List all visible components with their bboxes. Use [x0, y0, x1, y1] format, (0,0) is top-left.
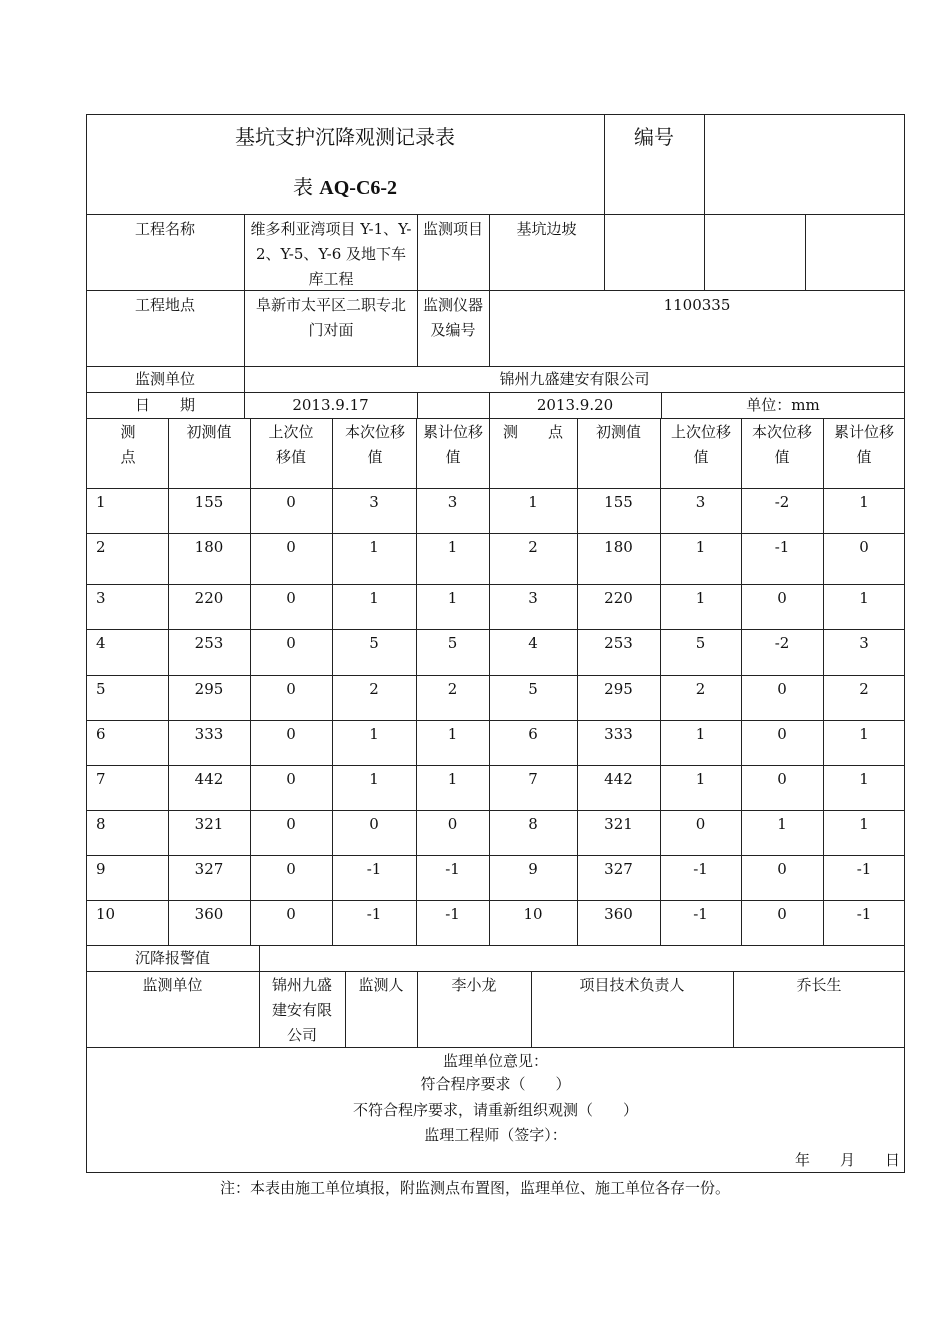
rule — [805, 214, 806, 290]
tech-lead-label: 项目技术负责人 — [579, 976, 685, 994]
rule — [86, 765, 905, 766]
cell-cumul: 1 — [447, 725, 458, 743]
cell-initial-2: 295 — [604, 680, 633, 698]
rule — [86, 720, 905, 721]
form-code-prefix: 表 — [292, 175, 313, 199]
cell-initial: 155 — [194, 493, 224, 511]
instrument-no: 1100335 — [663, 296, 731, 314]
rule — [259, 945, 260, 1047]
header-initial-2: 初测值 — [595, 423, 641, 441]
cell-initial: 180 — [194, 538, 224, 556]
cell-cumul-2: 3 — [859, 634, 869, 652]
cell-point-2: 4 — [528, 634, 538, 652]
cell-point-2: 6 — [528, 725, 538, 743]
cell-cumul: 2 — [447, 680, 458, 698]
cell-point-2: 2 — [528, 538, 538, 556]
cell-point-2: 3 — [528, 589, 538, 607]
cell-cumul: 1 — [447, 589, 458, 607]
cell-curr: 1 — [369, 538, 379, 556]
cell-curr: 5 — [369, 634, 379, 652]
project-location-label: 工程地点 — [134, 296, 195, 314]
cell-prev-2: 5 — [695, 634, 706, 652]
form-code: AQ-C6-2 — [319, 177, 398, 199]
project-name: 维多利亚湾项目 Y-1、Y-2、Y-5、Y-6 及地下车库工程 — [250, 220, 412, 288]
cell-cumul: 3 — [447, 493, 458, 511]
header-initial: 初测值 — [186, 423, 232, 441]
cell-prev: 0 — [286, 770, 296, 788]
form-code-line — [86, 173, 604, 202]
rule — [86, 971, 905, 972]
cell-cumul-2: 1 — [859, 770, 869, 788]
supervision-engineer: 监理工程师（签字）： — [424, 1126, 567, 1144]
rule — [86, 675, 905, 676]
rule — [86, 810, 905, 811]
cell-cumul: -1 — [445, 905, 460, 923]
footnote: 注：本表由施工单位填报，附监测点布置图，监理单位、施工单位各存一份。 — [219, 1179, 730, 1197]
cell-prev-2: 1 — [695, 538, 706, 556]
cell-initial-2: 253 — [604, 634, 633, 652]
instrument-label: 监测仪器及编号 — [423, 296, 484, 339]
cell-initial: 295 — [194, 680, 224, 698]
cell-curr: 1 — [369, 770, 379, 788]
cell-curr: 1 — [369, 589, 379, 607]
cell-prev: 0 — [286, 725, 296, 743]
unit-label: 单位：mm — [746, 396, 820, 414]
cell-point-2: 7 — [528, 770, 538, 788]
header-prev: 上次位移值 — [268, 423, 314, 466]
rule — [86, 855, 905, 856]
cell-initial: 360 — [194, 905, 224, 923]
cell-initial: 321 — [194, 815, 224, 833]
header-curr-2: 本次位移值 — [752, 423, 813, 466]
supervision-ok: 符合程序要求（ ） — [420, 1075, 571, 1093]
rule — [86, 290, 905, 291]
cell-initial-2: 360 — [604, 905, 633, 923]
cell-initial-2: 327 — [604, 860, 633, 878]
cell-point: 10 — [96, 905, 116, 923]
cell-initial-2: 180 — [604, 538, 633, 556]
header-curr: 本次位移值 — [344, 423, 405, 466]
cell-prev-2: 2 — [695, 680, 706, 698]
cell-initial-2: 333 — [604, 725, 633, 743]
cell-curr-2: 1 — [777, 815, 787, 833]
cell-curr-2: 0 — [777, 589, 787, 607]
cell-curr: 1 — [369, 725, 379, 743]
cell-prev: 0 — [286, 905, 296, 923]
supervision-not-ok: 不符合程序要求，请重新组织观测（ ） — [352, 1101, 638, 1119]
cell-curr: -1 — [366, 905, 382, 923]
tech-lead: 乔长生 — [796, 976, 842, 994]
header-point: 测 点 — [120, 423, 151, 466]
monitor-person: 李小龙 — [451, 976, 497, 994]
cell-point-2: 1 — [528, 493, 538, 511]
cell-prev-2: 0 — [695, 815, 706, 833]
date-first: 2013.9.17 — [292, 396, 369, 414]
cell-cumul-2: 1 — [859, 589, 869, 607]
cell-curr-2: 0 — [777, 680, 787, 698]
rule — [417, 392, 418, 418]
cell-initial: 327 — [194, 860, 224, 878]
cell-initial: 220 — [194, 589, 224, 607]
date-label: 日 期 — [134, 396, 195, 414]
cell-initial: 442 — [194, 770, 224, 788]
footer-unit: 锦州九盛建安有限公司 — [271, 976, 332, 1044]
cell-prev: 0 — [286, 680, 296, 698]
rule — [86, 629, 905, 630]
monitor-unit-label: 监测单位 — [134, 370, 195, 388]
cell-point: 2 — [96, 538, 106, 556]
monitor-item-label: 监测项目 — [423, 220, 484, 238]
cell-prev: 0 — [286, 634, 296, 652]
rule — [86, 488, 905, 489]
cell-prev-2: -1 — [693, 905, 708, 923]
form-title: 基坑支护沉降观测记录表 — [235, 125, 455, 149]
cell-curr-2: -2 — [774, 493, 790, 511]
cell-point: 6 — [96, 725, 106, 743]
cell-initial: 333 — [194, 725, 224, 743]
cell-curr-2: 0 — [777, 725, 787, 743]
cell-curr: 0 — [369, 815, 379, 833]
monitor-item: 基坑边坡 — [516, 220, 577, 238]
cell-cumul-2: 1 — [859, 815, 869, 833]
cell-point-2: 5 — [528, 680, 538, 698]
cell-cumul-2: -1 — [856, 905, 872, 923]
monitor-person-label: 监测人 — [358, 976, 404, 994]
cell-prev: 0 — [286, 815, 296, 833]
cell-point: 9 — [96, 860, 106, 878]
rule — [86, 533, 905, 534]
cell-point: 8 — [96, 815, 106, 833]
cell-initial-2: 321 — [604, 815, 633, 833]
cell-cumul: 5 — [447, 634, 458, 652]
cell-prev: 0 — [286, 493, 296, 511]
cell-cumul-2: -1 — [856, 860, 872, 878]
header-prev-2: 上次位移值 — [671, 423, 732, 466]
cell-cumul: 0 — [447, 815, 458, 833]
rule — [86, 584, 905, 585]
monitor-unit: 锦州九盛建安有限公司 — [499, 370, 650, 388]
cell-curr-2: 0 — [777, 860, 787, 878]
cell-point-2: 8 — [528, 815, 538, 833]
cell-curr: 3 — [369, 493, 379, 511]
cell-initial-2: 155 — [604, 493, 633, 511]
rule — [86, 1047, 905, 1048]
cell-cumul: -1 — [445, 860, 460, 878]
cell-curr-2: 0 — [777, 770, 787, 788]
cell-point: 4 — [96, 634, 106, 652]
project-name-label: 工程名称 — [134, 220, 195, 238]
header-cumul: 累计位移值 — [422, 423, 483, 466]
cell-prev-2: 1 — [695, 725, 706, 743]
number-label: 编号 — [634, 125, 674, 149]
cell-cumul-2: 1 — [859, 493, 869, 511]
rule — [86, 418, 905, 419]
cell-initial-2: 220 — [604, 589, 633, 607]
rule — [86, 214, 905, 215]
date-second: 2013.9.20 — [536, 396, 614, 414]
cell-point: 5 — [96, 680, 106, 698]
cell-curr: -1 — [366, 860, 382, 878]
cell-cumul-2: 2 — [859, 680, 869, 698]
header-point-2: 测 点 — [502, 423, 563, 441]
cell-curr-2: 0 — [777, 905, 787, 923]
sign-date: 年 月 日 — [794, 1151, 900, 1169]
cell-curr-2: -2 — [774, 634, 790, 652]
rule — [417, 214, 418, 366]
cell-prev: 0 — [286, 589, 296, 607]
cell-initial: 253 — [194, 634, 224, 652]
supervision-title: 监理单位意见： — [442, 1052, 548, 1070]
rule — [704, 114, 705, 290]
footer-unit-label: 监测单位 — [142, 976, 203, 994]
cell-prev-2: -1 — [693, 860, 708, 878]
cell-point: 1 — [96, 493, 106, 511]
project-location: 阜新市太平区二职专北门对面 — [255, 296, 406, 339]
cell-curr-2: -1 — [774, 538, 790, 556]
cell-cumul: 1 — [447, 770, 458, 788]
cell-prev-2: 1 — [695, 589, 706, 607]
cell-prev: 0 — [286, 538, 296, 556]
cell-curr: 2 — [369, 680, 379, 698]
cell-cumul-2: 0 — [859, 538, 869, 556]
alarm-label: 沉降报警值 — [134, 949, 210, 967]
rule — [86, 900, 905, 901]
cell-prev-2: 1 — [695, 770, 706, 788]
cell-initial-2: 442 — [604, 770, 633, 788]
cell-point: 7 — [96, 770, 106, 788]
cell-cumul: 1 — [447, 538, 458, 556]
cell-point-2: 10 — [523, 905, 543, 923]
cell-prev: 0 — [286, 860, 296, 878]
header-cumul-2: 累计位移值 — [834, 423, 895, 466]
cell-cumul-2: 1 — [859, 725, 869, 743]
cell-prev-2: 3 — [695, 493, 706, 511]
cell-point-2: 9 — [528, 860, 538, 878]
cell-point: 3 — [96, 589, 106, 607]
